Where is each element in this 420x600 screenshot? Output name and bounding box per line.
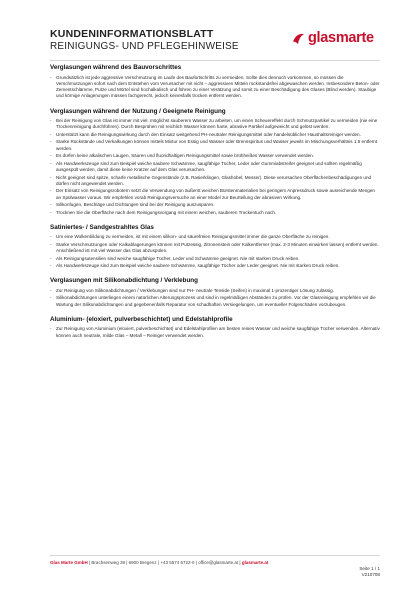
section-list	[50, 75, 380, 100]
section-list	[50, 234, 380, 269]
list-item: - Als Handwerkszeuge sind zum Beispiel weiche saubere Schwämme, saugfähige Tücher oder Leder geeignet. Nie mit starken Druck reiben.	[50, 263, 380, 269]
list-item: - Als Reinigungsutensilien sind weiche saugfähige Tücher, Leder und Schwämme geeignet. Nie mit starken Druck reiben.	[50, 256, 380, 262]
list-item: - Trocknen Sie die Oberfläche nach dem Reinigungsvorgang mit einem weichen, sauberen Trockentuch nach.	[50, 210, 380, 216]
list-item: - Grundsätzlich ist jede aggressive Verschmutzung im Laufe des Baufortschritts zu vermeiden. Sollte dies dennoch vorkommen, so müssen die Verschmutzungen sofort nach dem Entstehen vom Verursacher mit nicht – aggressiven Mitteln rückstandsfrei abgewaschen werden. Insbesondere Beton- oder Zementschlämme, Putze und Mörtel sind hochalkalisch und führen zu einer Verätzung und somit zu einer Beschädigung des Glases (Blind werden). Staubige und körnige Anlagerungen müssen fachgerecht, jedoch keinesfalls trocken entfernt werden.	[50, 75, 380, 100]
section-title: Aluminium- (eloxiert, pulverbeschichtet) und Edelstahlprofile	[50, 315, 233, 323]
footer-company: Glas Marte GmbH	[50, 560, 88, 565]
list-item: - Silikonabdichtungen unterliegen einem natürlichen Alterungsprozess und sind in regelmäßigen Abständen zu prüfen. Vor der Glasreinigung empfehlen wir die Wartung der Silikonabdichtungen und gegebenenfalls Reparatur von schadhaften Versiegelungen, um eventueller Folgeschäden vorzubeugen.	[50, 295, 380, 308]
footer-divider	[50, 555, 380, 556]
list-item: - Der Einsatz von Reinigungsrobotern setzt die Verwendung von äußerst weichen Bürstenmaterialien bei geringem Anpressdruck sowie ausreichende Mengen an Spülwasser voraus. Wir empfehlen vorab Reinigungsversuche an einer Model zur Beurteilung der abrasiven Wirkung.	[50, 188, 380, 201]
page-number: Seite 1 / 1	[359, 566, 380, 571]
list-item: - Starke Rückstände und Verkalkungen können mittels Mixtur von Essig und Wasser oder Brennspiritus und Wasser jeweils im Mischungsverhältnis 1:5 entfernt werden.	[50, 139, 380, 152]
section	[50, 108, 380, 216]
list-item: - Es dürfen keine alkalischen Laugen, Säuren und fluoridhaltigen Reinigungsmittel sowie brühheißes Wasser verwendet werden.	[50, 153, 380, 159]
section	[50, 316, 380, 339]
section-title: Verglasungen während der Nutzung / Geeignete Reinigung	[50, 107, 226, 115]
list-item: - Zur Reinigung von Aluminium (eloxiert, pulverbeschichtet) und Edelstahlprofilen am besten reines Wasser und weiche saugfähige Tücher verwenden. Alternativ können auch neutrale, milde Glas – Metall – Reiniger verwendet werden.	[50, 326, 380, 339]
section-list	[50, 326, 380, 339]
section-title: Satiniertes- / Sandgestrahltes Glas	[50, 223, 154, 231]
list-item: - Unterstützt kann die Reinigungswirkung durch den Einsatz weitgehend PH-neutraler Reinigungsmittel oder handelsüblicher Haushaltsreiniger werden.	[50, 132, 380, 138]
section	[50, 64, 380, 100]
list-item: - Bei der Reinigung von Glas ist immer mit viel, möglichst sauberem Wasser zu arbeiten, um einen Scheuereffekt durch Schmutzpartikel zu vermeiden (nie eine Trockenreinigung durchführen). Durch Besprühen mit reichlich Wasser können harte, abrasive Partikel aufgeweicht und gelöst werden.	[50, 118, 380, 131]
list-item: - Als Handwerkszeuge sind zum Beispiel weiche saubere Schwämme, saugfähige Tücher, Leder oder Gummiabstreifer geeignet und sollten regelmäßig ausgespült werden, damit diese keine Kratzer auf dem Glas verursachen.	[50, 161, 380, 174]
header-divider	[50, 60, 380, 61]
page-number-block	[359, 566, 380, 578]
list-item: - Starke Verschmutzungen oder Kalkablagerungen können mit Putzessig, Zitronenstein oder Kalkentferner (max. 2-3 Minuten einwirken lassen) entfernt werden. Anschließend ist mit viel Wasser das Glas abzuspülen.	[50, 242, 380, 255]
list-item: - Silikonfugen, Beschläge und Dichtungen sind bei der Reinigung auszusparen.	[50, 202, 380, 208]
list-item: - Nicht geeignet sind spitze, scharfe metallische Gegenstände (z.B. Rasierklingen, Glashobel, Messer). Diese verursachen Oberflächenbeschädigungen und dürfen nicht angewendet werden.	[50, 175, 380, 188]
list-item: - Um eine Wolkenbildung zu vermeiden, ist mit einem silikon- und säurefreien Reinigungsmittel immer die ganze Oberfläche zu reinigen.	[50, 234, 380, 240]
brand-logo	[292, 30, 380, 46]
section-title: Verglasungen mit Silikonabdichtung / Verklebung	[50, 277, 199, 285]
logo-mark-icon	[292, 32, 305, 45]
document-header	[50, 28, 380, 60]
document-subtitle: REINIGUNGS- UND PFLEGEHINWEISE	[50, 41, 239, 52]
section-list	[50, 118, 380, 216]
document-title: KUNDENINFORMATIONSBLATT	[50, 28, 214, 40]
document-body	[50, 64, 380, 347]
footer-website-link[interactable]: glasmarte.at	[241, 560, 269, 565]
document-footer	[50, 560, 380, 566]
section-title: Verglasungen während des Bauvorschrittes	[50, 64, 182, 71]
footer-address: | Brachsenweg 39 | 6900 Bregenz | +43 5574 6722-0 | office@glasmarte.at |	[87, 560, 242, 565]
document-version: V210708	[361, 572, 380, 577]
section	[50, 277, 380, 308]
section-list	[50, 288, 380, 308]
section	[50, 224, 380, 270]
list-item: - Zur Reinigung von Silikonabdichtungen / Verklebungen sind nur PH- neutrale Tenside (Seifen) in maximal 1-prozentiger Lösung zulässig.	[50, 288, 380, 294]
logo-wordmark: glasmarte	[308, 30, 374, 46]
